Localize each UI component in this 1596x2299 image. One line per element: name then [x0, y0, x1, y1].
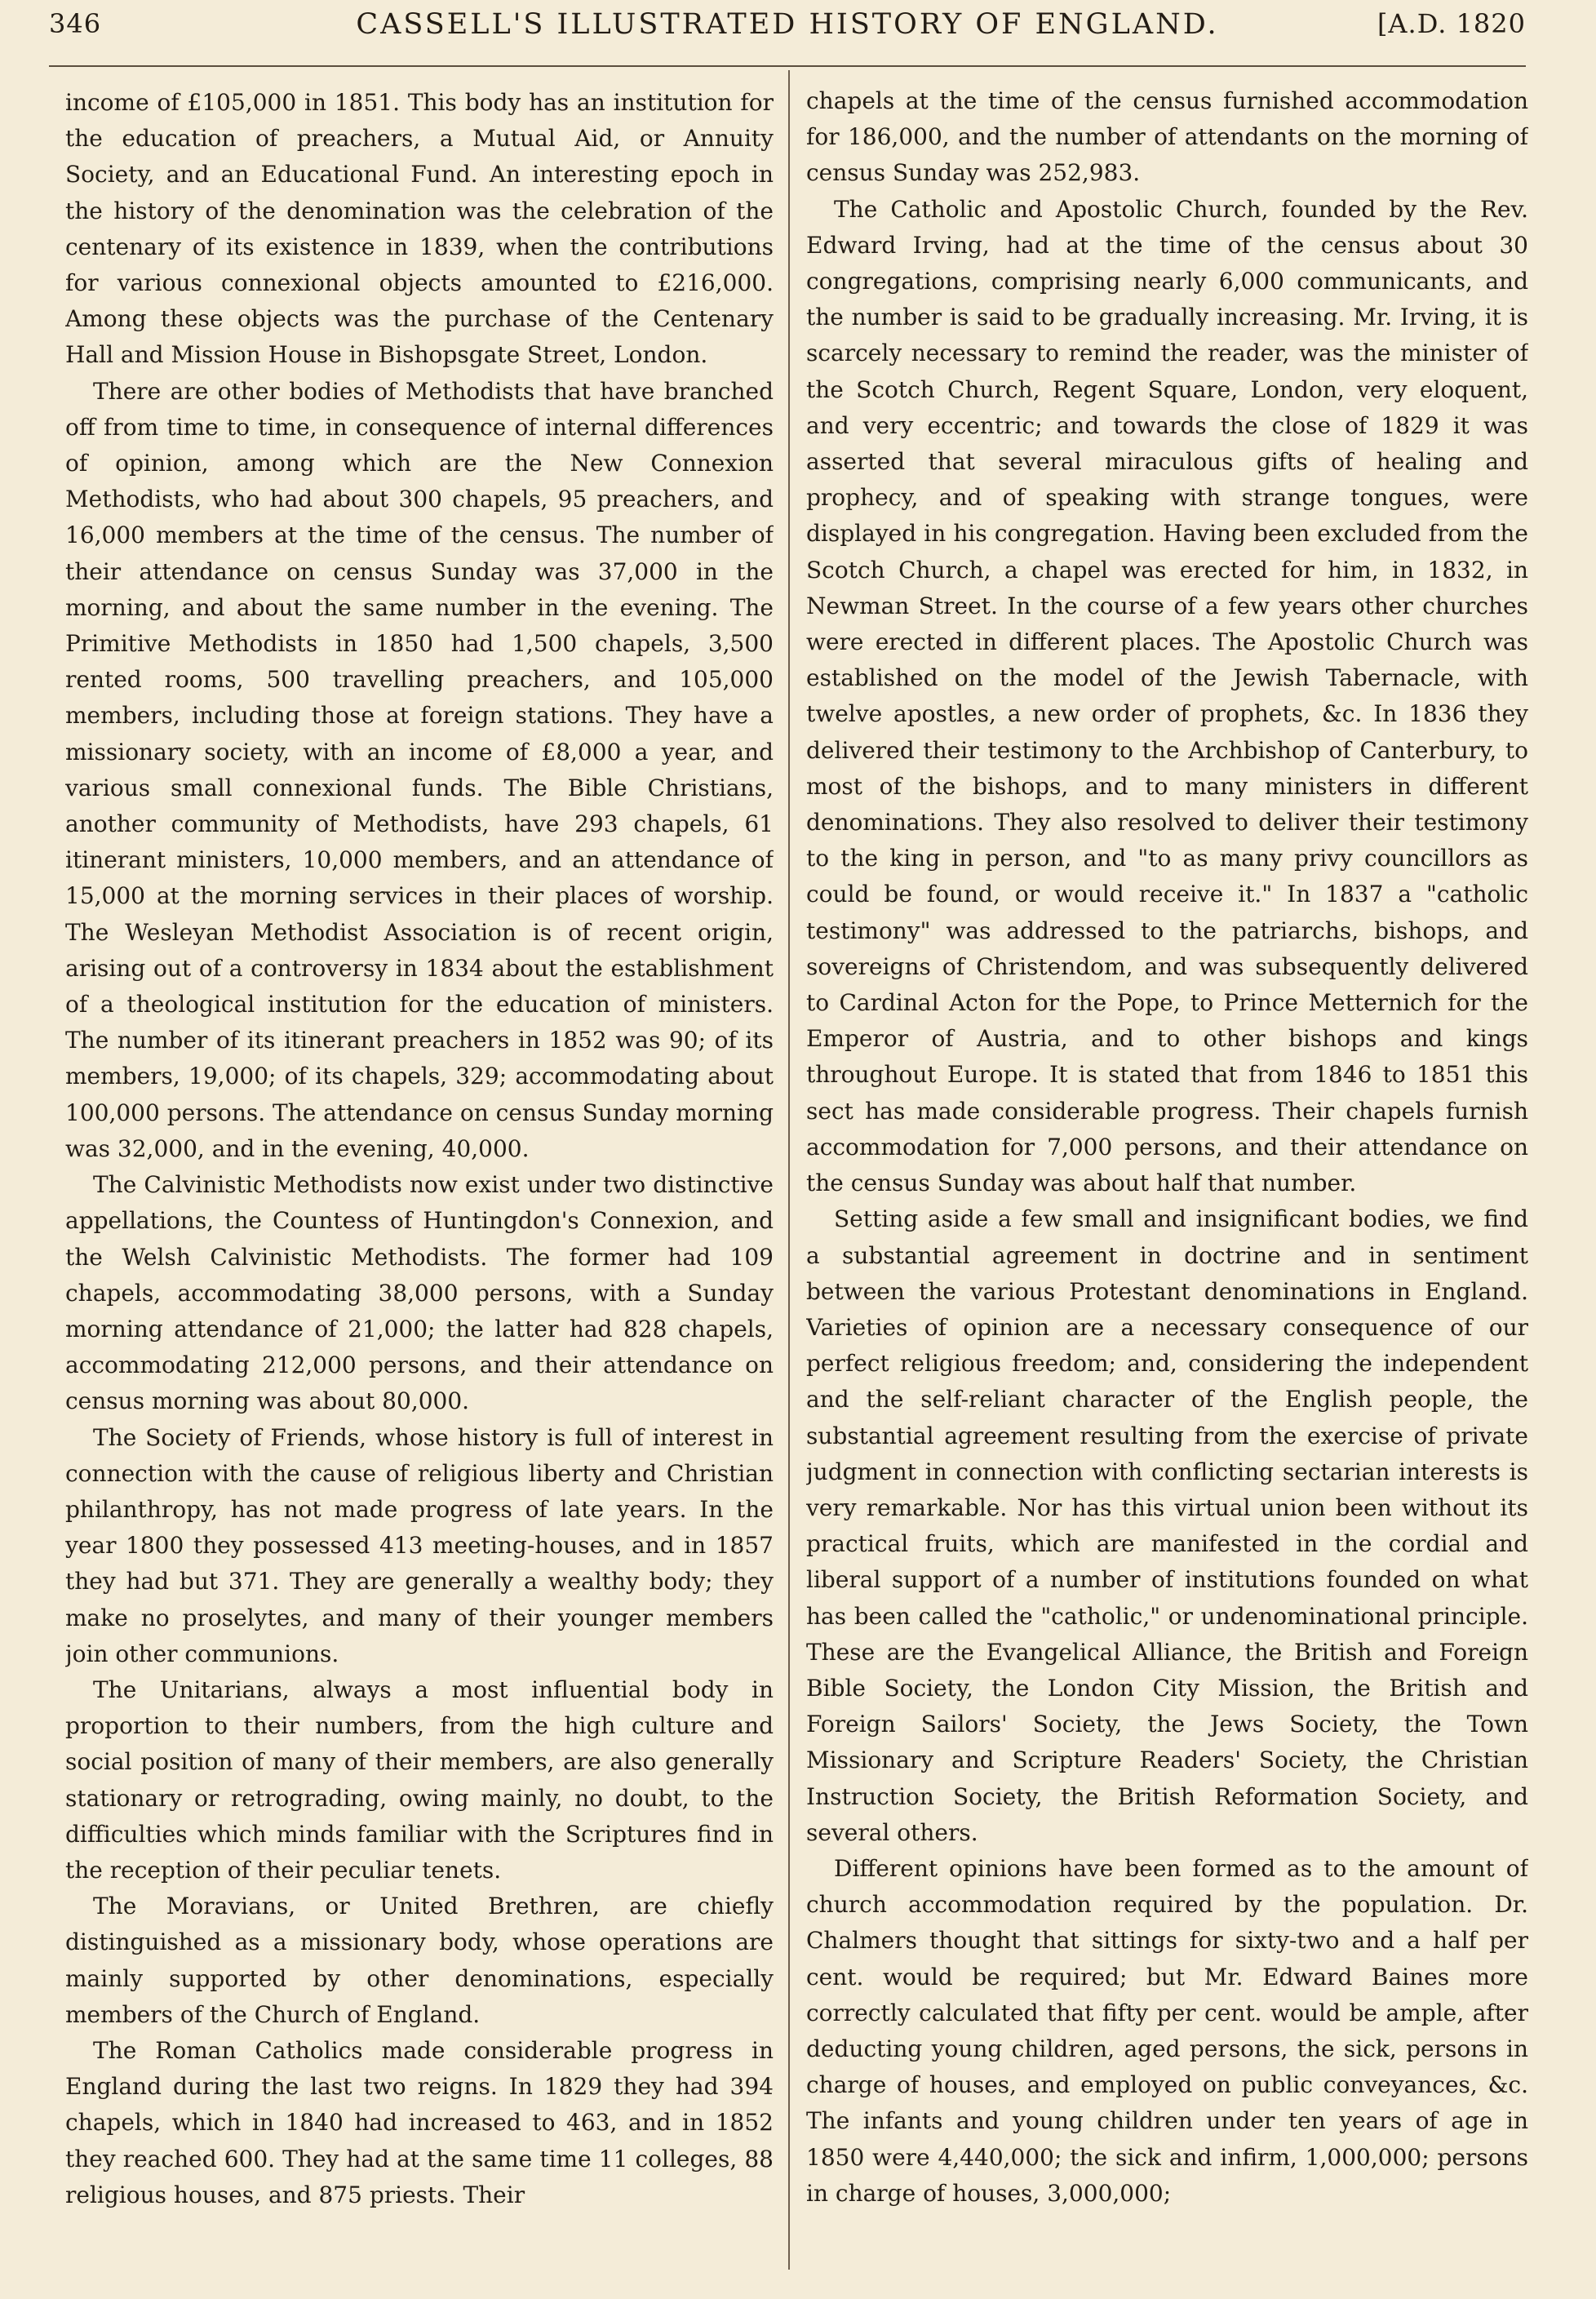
paragraph: The Catholic and Apostolic Church, founded by the Rev. Edward Irving, had at the time of the census about 30 congregations, comprising nearly 6,000 communicants, and the number is said to be gradually increasing. Mr. Irving, it is scarcely necessary to remind the reader, was the minister of the Scotch Church, Regent Square, London, very eloquent, and very eccentric; and towards the close of 1829 it was asserted that several miraculous gifts of healing and prophecy, and of speaking with strange tongues, were displayed in his congregation. Having been excluded from the Scotch Church, a chapel was erected for him, in 1832, in Newman Street. In the course of a few years other churches were erected in different places. The Apostolic Church was established on the model of the Jewish Tabernacle, with twelve apostles, a new order of prophets, &c. In 1836 they delivered their testimony to the Archbishop of Canterbury, to most of the bishops, and to many ministers in different denominations. They also resolved to deliver their testimony to the king in person, and "to as many privy councillors as could be found, or would receive it." In 1837 a "catholic testimony" was addressed to the patriarchs, bishops, and sovereigns of Christendom, and was subsequently delivered to Cardinal Acton for the Pope, to Prince Metternich for the Emperor of Austria, and to other bishops and kings throughout Europe. It is stated that from 1846 to 1851 this sect has made considerable progress. Their chapels furnish accommodation for 7,000 persons, and their attendance on the census Sunday was about half that number. [806, 195, 1528, 1197]
header-rule [49, 65, 1526, 67]
column-divider [788, 70, 790, 2270]
running-title: CASSELL'S ILLUSTRATED HISTORY OF ENGLAND. [356, 8, 1219, 41]
paragraph: chapels at the time of the census furnished accommodation for 186,000, and the number of attendants on the morning of census Sunday was 252,983. [806, 87, 1528, 187]
paragraph: There are other bodies of Methodists that have branched off from time to time, in consequence of internal differences of opinion, among which are the New Connexion Methodists, who had about 300 chapels, 95 preachers, and 16,000 members at the time of the census. The number of their attendance on census Sunday was 37,000 in the morning, and about the same number in the evening. The Primitive Methodists in 1850 had 1,500 chapels, 3,500 rented rooms, 500 travelling preachers, and 105,000 members, including those at foreign stations. They have a missionary society, with an income of £8,000 a year, and various small connexional funds. The Bible Christians, another community of Methodists, have 293 chapels, 61 itinerant ministers, 10,000 members, and an attendance of 15,000 at the morning services in their places of worship. The Wesleyan Methodist Association is of recent origin, arising out of a controversy in 1834 about the establishment of a theological institution for the education of ministers. The number of its itinerant preachers in 1852 was 90; of its members, 19,000; of its chapels, 329; accommodating about 100,000 persons. The attendance on census Sunday morning was 32,000, and in the evening, 40,000. [65, 377, 774, 1162]
paragraph: income of £105,000 in 1851. This body has an institution for the education of preachers, a Mutual Aid, or Annuity Society, and an Educational Fund. An interesting epoch in the history of the denomination was the celebration of the centenary of its existence in 1839, when the contributions for various connexional objects amounted to £216,000. Among these objects was the purchase of the Centenary Hall and Mission House in Bishopsgate Street, London. [65, 89, 774, 369]
paragraph: The Unitarians, always a most influential body in proportion to their numbers, from the high culture and social position of many of their members, are also generally stationary or retrograding, owing mainly, no doubt, to the difficulties which minds familiar with the Scriptures find in the reception of their peculiar tenets. [65, 1675, 774, 1884]
running-header [49, 8, 1526, 65]
left-column [65, 85, 774, 2280]
paragraph: The Moravians, or United Brethren, are chiefly distinguished as a missionary body, whose operations are mainly supported by other denominations, especially members of the Church of England. [65, 1893, 774, 2028]
paragraph: Different opinions have been formed as to the amount of church accommodation required by the population. Dr. Chalmers thought that sittings for sixty-two and a half per cent. would be required; but Mr. Edward Baines more correctly calculated that fifty per cent. would be ample, after deducting young children, aged persons, the sick, persons in charge of houses, and employed on public conveyances, &c. The infants and young children under ten years of age in 1850 were 4,440,000; the sick and infirm, 1,000,000; persons in charge of houses, 3,000,000; [806, 1854, 1528, 2207]
paragraph: The Calvinistic Methodists now exist under two distinctive appellations, the Countess of Huntingdon's Connexion, and the Welsh Calvinistic Methodists. The former had 109 chapels, accommodating 38,000 persons, with a Sunday morning attendance of 21,000; the latter had 828 chapels, accommodating 212,000 persons, and their attendance on census morning was about 80,000. [65, 1171, 774, 1415]
header-date: [A.D. 1820 [1377, 8, 1526, 39]
paragraph: The Society of Friends, whose history is full of interest in connection with the cause of religious liberty and Christian philanthropy, has not made progress of late years. In the year 1800 they possessed 413 meeting-houses, and in 1857 they had but 371. They are generally a wealthy body; they make no proselytes, and many of their younger members join other communions. [65, 1423, 774, 1667]
paragraph: Setting aside a few small and insignificant bodies, we find a substantial agreement in doctrine and in sentiment between the various Protestant denominations in England. Varieties of opinion are a necessary consequence of our perfect religious freedom; and, considering the independent and the self-reliant character of the English people, the substantial agreement resulting from the exercise of private judgment in connection with conflicting sectarian interests is very remarkable. Nor has this virtual union been without its practical fruits, which are manifested in the cordial and liberal support of a number of institutions founded on what has been called the "catholic," or undenominational principle. These are the Evangelical Alliance, the British and Foreign Bible Society, the London City Mission, the British and Foreign Sailors' Society, the Jews Society, the Town Missionary and Scripture Readers' Society, the Christian Instruction Society, the British Reformation Society, and several others. [806, 1205, 1528, 1846]
page-number: 346 [49, 8, 102, 39]
paragraph: The Roman Catholics made considerable progress in England during the last two reigns. In 1829 they had 394 chapels, which in 1840 had increased to 463, and in 1852 they reached 600. They had at the same time 11 colleges, 88 religious houses, and 875 priests. Their [65, 2036, 774, 2208]
right-column [806, 83, 1528, 2279]
